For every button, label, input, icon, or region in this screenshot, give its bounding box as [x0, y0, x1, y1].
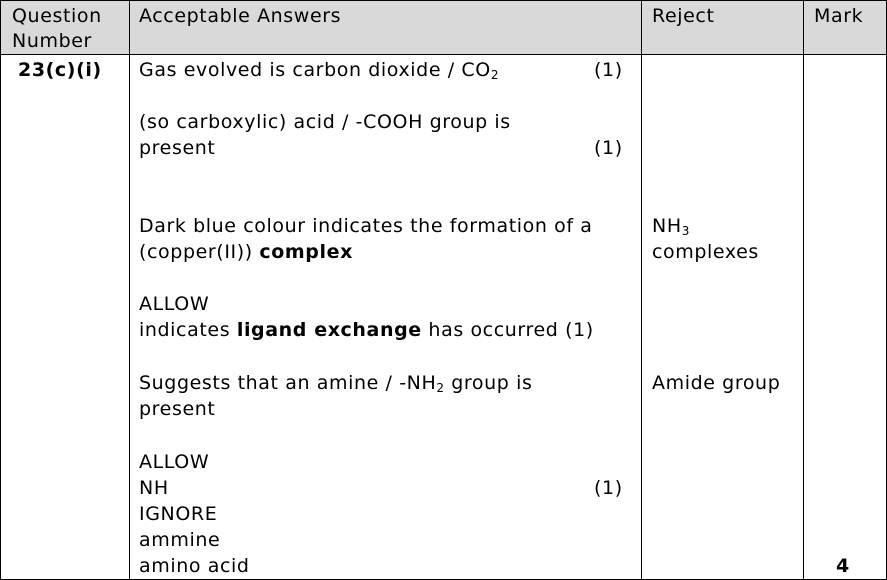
- answer-text: group is: [444, 372, 533, 394]
- table-top-border: [0, 0, 887, 1]
- header-acceptable-answers: Acceptable Answers: [139, 5, 342, 27]
- column-divider-1: [129, 0, 130, 580]
- answer-text: indicates: [139, 319, 237, 341]
- allow-label-1: ALLOW: [139, 293, 210, 315]
- answer-line-acid: (so carboxylic) acid / -COOH group is: [139, 111, 511, 133]
- header-number-label: Number: [12, 30, 92, 52]
- answer-text: Suggests that an amine / -NH: [139, 372, 437, 394]
- reject-amide-group: Amide group: [652, 372, 781, 394]
- answer-line-complex: [139, 239, 353, 265]
- column-divider-2: [641, 0, 642, 580]
- ignore-label: IGNORE: [139, 503, 218, 525]
- header-question-label: Question: [12, 5, 102, 27]
- keyword-ligand-exchange: ligand exchange: [236, 319, 422, 341]
- answer-line-amino-acid: amino acid: [139, 555, 250, 577]
- answer-line-ligand-exchange: [139, 317, 594, 343]
- mark-4: (1): [594, 477, 623, 499]
- answer-line-amine: [139, 370, 532, 396]
- answer-text: Gas evolved is carbon dioxide / CO: [139, 59, 491, 81]
- column-divider-3: [803, 0, 804, 580]
- answer-text: (copper(II)): [139, 241, 260, 263]
- reject-text: NH: [652, 215, 682, 237]
- answer-line-dark-blue: Dark blue colour indicates the formation of a: [139, 215, 593, 237]
- answer-line-ammine: ammine: [139, 529, 221, 551]
- allow-label-2: ALLOW: [139, 451, 210, 473]
- answer-line-co2: [139, 57, 499, 83]
- header-mark: Mark: [814, 5, 864, 27]
- question-number: 23(c)(i): [18, 59, 102, 81]
- mark-1: (1): [594, 59, 623, 81]
- total-mark: 4: [836, 555, 850, 577]
- subscript: 2: [490, 68, 500, 82]
- header-bottom-border: [0, 54, 887, 55]
- answer-line-present-2: present: [139, 398, 216, 420]
- mark-2: (1): [594, 137, 623, 159]
- header-reject: Reject: [652, 5, 715, 27]
- keyword-complex: complex: [259, 241, 353, 263]
- table-left-border: [0, 0, 1, 580]
- subscript: 3: [681, 224, 690, 238]
- answer-line-nh: NH: [139, 477, 169, 499]
- header-background: [0, 0, 887, 54]
- answer-line-present: present: [139, 137, 216, 159]
- reject-nh3: [652, 213, 690, 239]
- answer-text: has occurred (1): [421, 319, 594, 341]
- subscript: 2: [436, 381, 445, 395]
- reject-complexes: complexes: [652, 241, 759, 263]
